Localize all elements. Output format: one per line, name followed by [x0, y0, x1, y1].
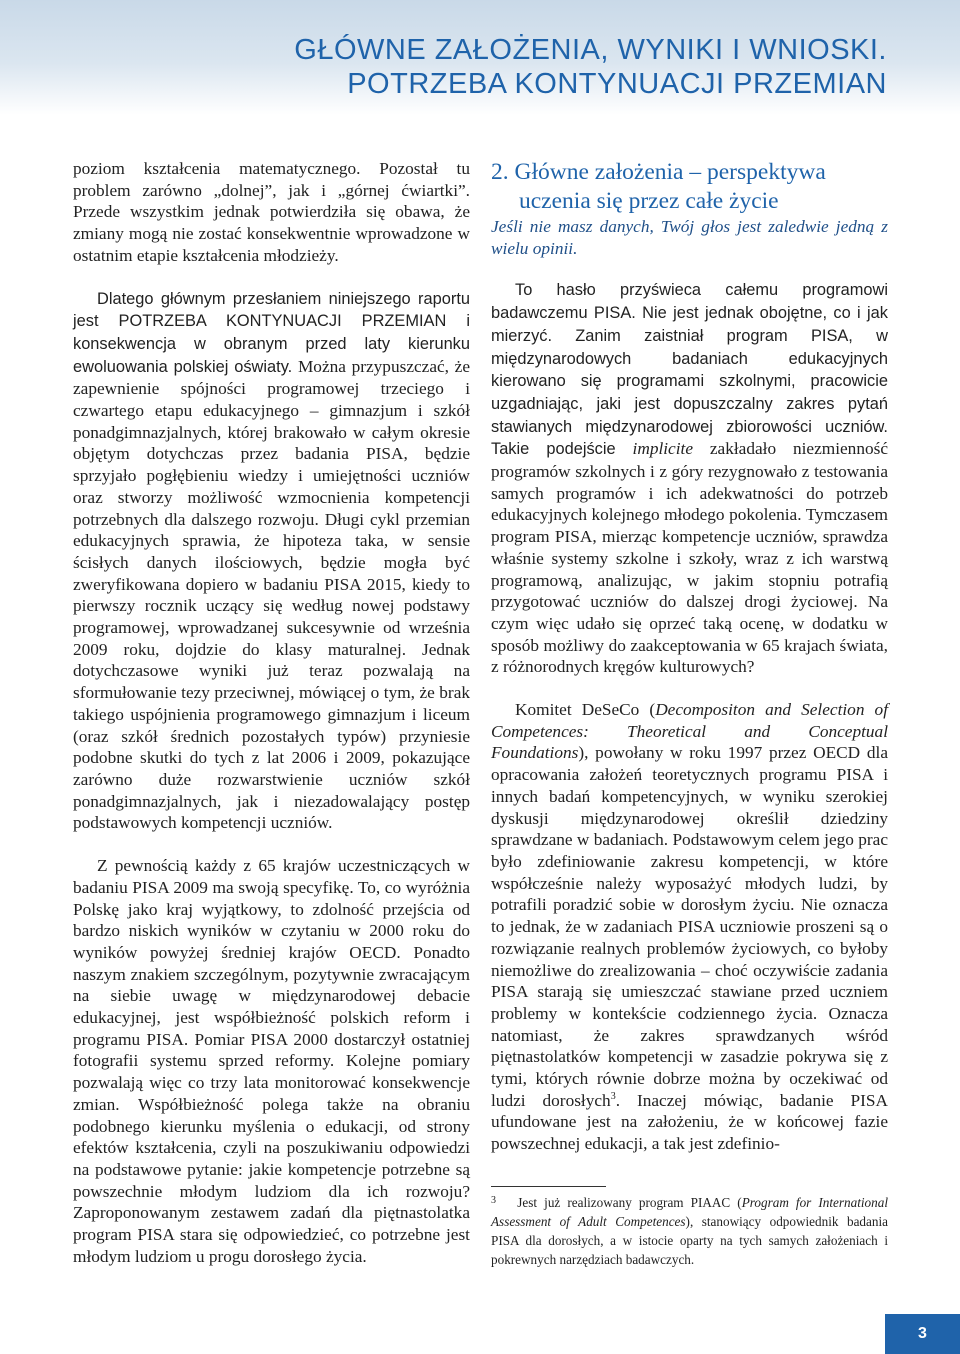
header-title-line2: POTRZEBA KONTYNUACJI PRZEMIAN: [347, 68, 887, 100]
italic-term: Program for International Assessment of Adult Competences: [491, 1195, 889, 1229]
page-header: [0, 0, 960, 115]
section-heading: [491, 158, 888, 216]
footnote: [491, 1193, 888, 1269]
paragraph-text: Komitet DeSeCo (: [515, 700, 656, 720]
italic-term: Decompositon and Selection of Competences: Theoretical and Conceptual Foundations: [491, 700, 888, 763]
right-column: [491, 158, 888, 1155]
paragraph-text: zakładało niezmienność programów szkolnych i z góry rezygnowało z testowania samych programów i ich adekwatności do potrzeb edukacyjnych kolejnego młodego pokolenia. Tymczasem program PISA, mierząc kompetencje uczniów, sprawdza właśnie systemy szkolne i szkoły, wraz z ich warstwą programową, analizując, w jakim stopniu potrafią przygotować uczniów do dalszej drogi życiowej. Na czym więc udało się oprzeć taką ocenę, w dodatku w sposób możliwy do zaakceptowania w 65 krajach świata, z różnorodnych kręgów kulturowych?: [491, 439, 888, 677]
italic-term: implicite: [632, 439, 693, 459]
left-column: [73, 158, 470, 1267]
paragraph-text: Można przypuszczać, że zapewnienie spójności programowej trzeciego i czwartego etapu edukacyjnego – gimnazjum i szkół ponadgimnazjalnych, której brakowało w całym okresie objętym dotychczas przez badania PISA, będzie sprzyjało pogłębieniu wiedzy i umiejętności uczniów oraz stworzy możliwość wzmocnienia kompetencji potrzebnych dla dalszego rozwoju. Długi cykl przemian edukacyjnych sprawia, że hipoteza taka, w sensie ścisłych danych ilościowych, będzie mogła być zweryfikowana dopiero w badaniu PISA 2015, kiedy to pierwszy rocznik uczący się według nowej podstawy programowej, wprowadzanej sukcesywnie od września 2009 roku, dojdzie do klasy maturalnej. Jednak dotychczasowe wyniki już teraz pozwalają na sformułowanie tezy przeciwnej, mówiącej o tym, że brak takiego uspójnienia programowego gimnazjum i liceum (oraz szkół średnich pozostałych typów) przyniesie podobne skutki do tych z lat 2006 i 2009, pokazujące zarówno duże rozwarstwienie uczniów szkół ponadgimnazjalnych, jak i niezadowalający postęp podstawowych kompetencji uczniów.: [73, 356, 471, 833]
lead-statement: Dlatego głównym przesłaniem niniejszego raportu jest POTRZEBA KONTYNUACJI PRZEMIAN i konsekwencja w obranym przed laty kierunku ewoluowania polskiej oświaty.: [73, 289, 470, 376]
section-heading-line1: 2. Główne założenia – perspektywa: [491, 159, 826, 185]
paragraph-text: ), powołany w roku 1997 przez OECD dla opracowania założeń teoretycznych programu PISA i innych badań kompetencyjnych, w wyniku szerokiej dyskusji międzynarodowej określił dziedziny sprawdzane w badaniach. Podstawowym celem jego prac było zdefiniowanie zakresu kompetencji, w które współcześnie należy wyposażyć młodych ludzi, by potrafili poradzić sobie w dorosłym życiu. Nie oznacza to jednak, że w zadaniach PISA uczniowie proszeni są o rozwiązanie realnych problemów życiowych, co byłoby niemożliwe do zrealizowania – choć oczywiście zadania PISA starają się umieszczać stawiane przed uczniem problemy w kontekście codziennego życia. Oznacza natomiast, że zakres sprawdzanych wśród piętnastolatków kompetencji w zasadzie pokrywa się z tymi, których równie dobrze można by oczekiwać od ludzi dorosłych: [491, 743, 888, 1110]
section-heading-line2: uczenia się przez całe życie: [519, 188, 779, 214]
paragraph-text: To hasło przyświeca całemu programowi badawczemu PISA. Nie jest jednak obojętne, co i jak mierzyć. Zanim zaistniał program PISA, w międzynarodowych badaniach edukacyjnych kierowano się programami szkolnymi, pracowicie uzgadniając, jaki jest dopuszczalny zakres pytań stawianych międzynarodowej zbiorowości uczniów. Takie podejście: [491, 281, 888, 459]
paragraph: [73, 288, 470, 835]
header-title: [294, 33, 887, 101]
header-title-line1: GŁÓWNE ZAŁOŻENIA, WYNIKI I WNIOSKI.: [294, 34, 887, 66]
paragraph: [491, 699, 888, 1155]
footnote-text: Jest już realizowany program PIAAC (: [517, 1195, 742, 1210]
paragraph: Z pewnością każdy z 65 krajów uczestniczących w badaniu PISA 2009 ma swoją specyfikę. To, co wyróżnia Polskę jako kraj wyjątkowy, to zdolność przejścia od bardzo niskich wyników w czytaniu w 2000 roku do wyników powyżej średniej krajów OECD. Ponadto naszym znakiem szczególnym, pozytywnie zwracającym na siebie uwagę w międzynarodowej debacie edukacyjnej, jest współbieżność polskich reform i programu PISA. Pomiar PISA 2000 dostarczył ostatniej fotografii systemu sprzed reformy. Kolejne pomiary pozwalają więc co trzy lata monitorować konsekwencje zmian. Współbieżność polega także na obraniu podobnego kierunku myślenia o edukacji, od strony efektów kształcenia, czyli na poszukiwaniu odpowiedzi na podstawowe pytanie: jakie kompetencje potrzebne są powszechnie młodym ludziom dla ich rozwoju? Zaproponowanym zestawem zadań dla piętnastolatka program PISA stara się odpowiedzieć, co potrzebne jest młodym ludziom u progu dorosłego życia.: [73, 856, 470, 1266]
paragraph: [491, 279, 888, 678]
paragraph: poziom kształcenia matematycznego. Pozostał tu problem zarówno „dolnej”, jak i „górnej ćwiartki”. Przede wszystkim jednak potwierdziła się obawa, że zmiany mogą nie zostać konsekwentnie wprowadzone w ostatnim etapie kształcenia młodzieży.: [73, 159, 470, 265]
section-motto: Jeśli nie masz danych, Twój głos jest zaledwie jedną z wielu opinii.: [491, 217, 888, 258]
footnote-reference[interactable]: 3: [610, 1090, 616, 1102]
page-number: 3: [885, 1314, 960, 1354]
paragraph-text: . Inaczej mówiąc, badanie PISA ufundowane jest na założeniu, że w końcowej fazie powszechnej edukacji, a tak jest zdefinio-: [491, 1090, 888, 1154]
footnote-divider: [491, 1186, 606, 1187]
footnote-number: 3: [491, 1195, 496, 1206]
footnote-text: ), stanowiący odpowiednik badania PISA dla dorosłych, a w istocie oparty na tych samych założeniach i pokrewnych narzędziach badawczych.: [491, 1214, 888, 1267]
